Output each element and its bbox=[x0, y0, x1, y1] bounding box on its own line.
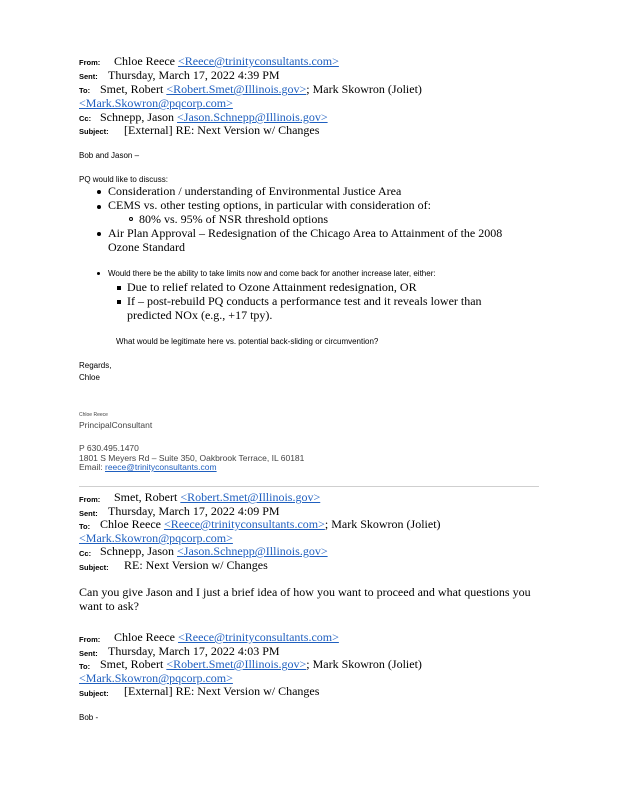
from-name: Smet, Robert bbox=[114, 490, 181, 504]
regards: Regards, bbox=[79, 361, 112, 370]
sub-bullet-item: 80% vs. 95% of NSR threshold options bbox=[139, 212, 328, 226]
cc-label: Cc: bbox=[79, 549, 92, 558]
to-label: To: bbox=[79, 662, 91, 671]
sub-bullet-square bbox=[117, 286, 121, 290]
cc-value bbox=[100, 544, 328, 558]
signature-email-link[interactable]: reece@trinityconsultants.com bbox=[104, 462, 217, 472]
message-divider bbox=[79, 486, 539, 487]
sent-value: Thursday, March 17, 2022 4:09 PM bbox=[108, 504, 280, 518]
cc-name: Schnepp, Jason bbox=[100, 110, 177, 124]
subject-label: Subject: bbox=[79, 127, 109, 136]
signature-name: Chloe Reece bbox=[79, 412, 108, 418]
subject-value: [External] RE: Next Version w/ Changes bbox=[124, 123, 320, 137]
bullet-dot bbox=[97, 232, 101, 236]
subject-label: Subject: bbox=[79, 563, 109, 572]
cc-name: Schnepp, Jason bbox=[100, 544, 177, 558]
signature-address: 1801 S Meyers Rd – Suite 350, Oakbrook Terrace, IL 60181 bbox=[79, 453, 305, 463]
signature-phone: P 630.495.1470 bbox=[79, 443, 139, 453]
from-label: From: bbox=[79, 635, 101, 644]
from-value bbox=[114, 490, 320, 504]
sub-bullet-item-continued: predicted NOx (e.g., +17 tpy). bbox=[127, 308, 273, 322]
to-label: To: bbox=[79, 522, 91, 531]
to-separator: ; Mark Skowron (Joliet) bbox=[324, 517, 441, 531]
followup-question: What would be legitimate here vs. potential back-sliding or circumvention? bbox=[116, 337, 379, 346]
from-value bbox=[114, 630, 339, 644]
bullet-dot bbox=[97, 190, 101, 194]
to-email-link-1[interactable]: <Robert.Smet@Illinois.gov> bbox=[166, 82, 307, 96]
sub-bullet-item: Due to relief related to Ozone Attainment redesignation, OR bbox=[127, 280, 417, 294]
signoff: Chloe bbox=[79, 373, 100, 382]
to-name: Smet, Robert bbox=[100, 82, 167, 96]
subject-value: [External] RE: Next Version w/ Changes bbox=[124, 684, 320, 698]
bullet-item: CEMS vs. other testing options, in particular with consideration of: bbox=[108, 198, 431, 212]
sub-bullet-circle bbox=[129, 217, 133, 221]
sent-value: Thursday, March 17, 2022 4:03 PM bbox=[108, 644, 280, 658]
body-text-continued: want to ask? bbox=[79, 599, 139, 613]
sub-bullet-square bbox=[117, 300, 121, 304]
bullet-dot bbox=[97, 205, 101, 209]
question-text: Would there be the ability to take limits now and come back for another increase later, either: bbox=[108, 269, 436, 278]
cc-email-link[interactable]: <Jason.Schnepp@Illinois.gov> bbox=[177, 544, 328, 558]
to-separator: ; Mark Skowron (Joliet) bbox=[306, 657, 422, 671]
sub-bullet-item: If – post-rebuild PQ conducts a performance test and it reveals lower than bbox=[127, 294, 482, 308]
from-email-link[interactable]: <Reece@trinityconsultants.com> bbox=[177, 630, 339, 644]
to-email-link-2[interactable]: <Mark.Skowron@pqcorp.com> bbox=[79, 96, 233, 110]
signature-title: PrincipalConsultant bbox=[79, 420, 153, 430]
from-name: Chloe Reece bbox=[114, 630, 178, 644]
from-label: From: bbox=[79, 58, 101, 67]
bullet-item: Consideration / understanding of Environmental Justice Area bbox=[108, 184, 402, 198]
sent-label: Sent: bbox=[79, 509, 98, 518]
bullet-dot bbox=[97, 272, 100, 275]
from-value bbox=[114, 54, 339, 68]
to-separator: ; Mark Skowron (Joliet) bbox=[306, 82, 422, 96]
to-label: To: bbox=[79, 86, 91, 95]
subject-value: RE: Next Version w/ Changes bbox=[124, 558, 268, 572]
to-value bbox=[100, 517, 441, 531]
sent-label: Sent: bbox=[79, 72, 98, 81]
cc-label: Cc: bbox=[79, 114, 92, 123]
to-email-link-2[interactable]: <Mark.Skowron@pqcorp.com> bbox=[79, 531, 233, 545]
intro-text: PQ would like to discuss: bbox=[79, 175, 168, 184]
to-value bbox=[100, 657, 422, 671]
signature-email: Email: reece@trinityconsultants.com bbox=[79, 462, 217, 472]
to-email-link-1[interactable]: <Reece@trinityconsultants.com> bbox=[163, 517, 325, 531]
from-email-link[interactable]: <Robert.Smet@Illinois.gov> bbox=[180, 490, 321, 504]
to-name: Smet, Robert bbox=[100, 657, 167, 671]
from-email-link[interactable]: <Reece@trinityconsultants.com> bbox=[177, 54, 339, 68]
to-email-link-1[interactable]: <Robert.Smet@Illinois.gov> bbox=[166, 657, 307, 671]
to-email-link-2[interactable]: <Mark.Skowron@pqcorp.com> bbox=[79, 671, 233, 685]
bullet-item: Air Plan Approval – Redesignation of the Chicago Area to Attainment of the 2008 bbox=[108, 226, 503, 240]
subject-label: Subject: bbox=[79, 689, 109, 698]
body-text: Can you give Jason and I just a brief idea of how you want to proceed and what questions you bbox=[79, 585, 531, 599]
cc-value bbox=[100, 110, 328, 124]
greeting: Bob and Jason – bbox=[79, 151, 140, 160]
greeting: Bob - bbox=[79, 713, 99, 722]
cc-email-link[interactable]: <Jason.Schnepp@Illinois.gov> bbox=[177, 110, 328, 124]
bullet-item-continued: Ozone Standard bbox=[108, 240, 185, 254]
from-name: Chloe Reece bbox=[114, 54, 178, 68]
to-name: Chloe Reece bbox=[100, 517, 164, 531]
from-label: From: bbox=[79, 495, 101, 504]
to-value bbox=[100, 82, 422, 96]
sent-value: Thursday, March 17, 2022 4:39 PM bbox=[108, 68, 280, 82]
sent-label: Sent: bbox=[79, 649, 98, 658]
